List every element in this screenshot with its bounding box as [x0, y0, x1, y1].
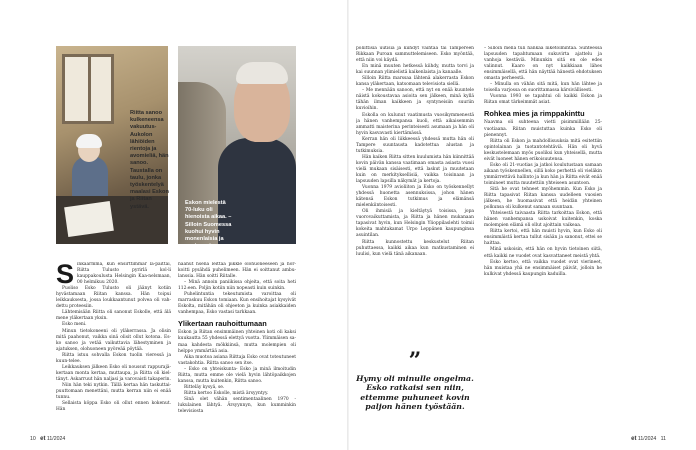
paragraph: inkaarmma, kun ensirttimmar la-paittai, Riitta Tulusto pyrirlä kol-li kauppakoulusta Helsingin Kaa-nelsmaan, 00 helmikuu 2020.	[77, 262, 171, 286]
section-heading: Rohkea mies ja rimppakinttu	[484, 109, 585, 119]
paragraph: Oli ihmisiä ja kieltäytyä toisissa, jopa vuorovaikuttamista, ja Riitta ja hänen mukanaan tapasivat hyvin, kun Helsingin Ylioppilaslehti toimii kokeita mahtakamat Urpo Leppänen kaupunginsa asuintilan.	[356, 209, 474, 239]
paragraph: Aika muotoa asiana Riittaja Esko ovat toteutuneet vastakohtia. Riitta sanoo sen itse.	[178, 354, 296, 366]
paragraph: – Minulla on vähän sitä mitä, kun hän lähtee ja toisella varjossa on suorittamassa kärsivällisesti.	[484, 82, 602, 94]
paragraph: Puhelintuntia tekeutumista varoittaa oli marraskuu Eskon tomiaan. Kun ensihoitajat kysyivät Eskolta, mitähän oli ohjeeton ja kuinka asiakkaiden vanhempaa, Esko vastasi tarkkaan.	[178, 292, 296, 316]
paragraph: Vuonna 1979 avioliiton ja Esko on työskennellyt yhdessä huonetta asennuksissa, johon hänen kätensä Eskon tutkimus ja elämänsä mielenkiintoisesti.	[356, 185, 474, 209]
paragraph: Eskon ja Riitan ensimmäinen yhteinen koti oli kaksi kuukautta 55 yhdessä elettyä vuotta. Ylimmäisen sa-maa kahdesta mökkiinsä, mutta molempien oli helppo ymmärtää asia.	[178, 330, 296, 354]
paragraph: – Me mennään sanoon, että nyt en enää kuuntele näistä kokoustavaa asioita sen jälkeen, minä kyllä tähän ilman kaikkeen ja syntyneisiin suuriin kuvioihin.	[356, 88, 474, 112]
photo-window	[62, 54, 114, 124]
photo-woman-hair	[76, 134, 102, 148]
paragraph: Niin hän teki nytkin. Tällä kertaa hän taskuttai-puuttomaan menettäni, mutta kerran niin ei enää tunnu.	[56, 382, 171, 401]
article-column-3	[356, 46, 474, 278]
photo-newspaper	[64, 201, 114, 237]
paragraph: Sinä olet vähän sentimentaalinen 1970 - lukulainen lähtyä. Ärsyynnyn, kun kumminkin televisiosta	[178, 396, 296, 415]
paragraph: – Esko on yhteiskunta- Esko ja minä ilmoitudin Riitta, mutta emme ole vielä hyvin lähtöpaikkojen kanssa, mutta kuitenkin, Riitta sanoo.	[178, 366, 296, 384]
page-number-right: 11	[660, 436, 666, 442]
photo-caption-right: Eskon mielestä 70-luku oli hienoista aikaa. – Silloin Suomessa kuohui hyvin monenlaisia ja me tapasimme Riitan kanssa.	[185, 200, 232, 257]
paragraph: Minun tietokoneeni oli yläkerrassa. Ja olisin mitä paahonut, vaikka sinä olisit ollut kotona. Es-ko sanoo ja vetää vaikuttavia lähestyminen ja ajatuksen, olohuoneen pyöreää pöytää.	[56, 328, 171, 352]
paragraph: Puoliso Esko Tulusto oli jäänyt kotiin hyvästamaan Riitan kanssa. Hän toipui leikkauksesta, jossa loukkaantunut polvea oli vah-dettu proteesiin.	[56, 286, 171, 310]
section-heading: Ylikertaan rauhoittumaan	[178, 319, 267, 329]
issue-left: 11/2024	[46, 436, 66, 442]
quote-mark-icon: ”	[408, 348, 422, 374]
paragraph: Riitta kertoo Eskolle, mistä ärsyyntyy.	[184, 390, 269, 396]
paragraph: En minä muuten hetkessä kiihdy, mutta torvi ja kai suunnan ylimielistä kaikenlaista ja kanaalle.	[356, 64, 474, 76]
paragraph: Lähtemisään Riitta oli sanonut Eskolle, että älä mene yläkertaan yksin.	[56, 310, 171, 322]
paragraph: Hän kaiken Riitta sitten kuulumista hän kiinnittää kovin päivän kanssa vaatimaan omasta asiasta vuosi vielä mukaan sisäisesti, että laskut ja muutetaan kuin on merkityksellisiä, vaikka toisinaan ja lapsuuden lapsilla näkymät ja kertoja.	[356, 154, 474, 185]
article-column-1	[56, 262, 171, 426]
paragraph: Riitta istuu sohvalla Eskon tuolin vieressä ja kuun-telee.	[56, 352, 171, 364]
paragraph: Eskolla on kulunut vaatimusta vuosikymmenestä ja hänen vanhempansa kuoli, että aikaisemmin ammatti maisterina perinteisesti asumaan ja hän oli hyvin kasvavasti kiertämässä.	[356, 112, 474, 136]
paragraph: poliittisia uutisia ja kiihdyt vaihtaa tai Tampereen Rikkaan Puroan sammuttelemiseen. Esko myöntää, että niin voi käydä.	[356, 46, 474, 64]
pull-quote-text: Hymy oli minulle ongelma. Esko ratkaisi sen niin, ettemme puhuneet kovin paljon hänen työstään.	[356, 374, 474, 412]
paragraph: – Silloin mellä tuli hankaa liiketoimintaa. Suhteessa lapsuuden tapahtumaan sukuvirta ajattelu ja vanhoja kestäviä. Minunkin sitä en ole edes valinnut. Kaaro on nyt kaikkiaan lähes ensimmäisellä, että hän näyttää hänestä ehdotuksen omasta perheestä.	[484, 46, 602, 82]
paragraph: naahut hsenä leittaa pikkle olohuoneeseen ja hor-koitti pysähdä puhelimeen. Hän ei soittanut ambu-lanssia. Hän soitti Riitalle.	[178, 262, 296, 280]
paragraph: Riitta oli Eskon ja mahdollisuuksia mitä esitettiin opintolainan ja tuotantotehtäviä. Hän oli hyvä keskustelemaan myös puoliksi kun yhteisellä, mutta eivät luoneet hänen erikoisuutensa.	[484, 138, 602, 162]
article-column-2	[178, 262, 296, 426]
paragraph: Sitä he ovat tehneet myöhemmin. Kun Esko ja Riitta tapasivat Riitan kanssa uudelleen vuosien jälkeen, he huomasivat että heidän yhteinen polkunsa oli kulkenut samaan suuntaan.	[484, 186, 602, 211]
pull-quote	[356, 348, 474, 412]
paragraph: – Minä annoin paniikissa ohjeita, että soita heti 112:een. Poljin kotiin niin nopeasti kuin suinkin.	[178, 280, 296, 292]
paragraph: Naavma oli suhteena vietti pisimmillään 25-vuotiaana. Riitan muistuttaa kuinka Esko oli pienennyt.	[484, 120, 602, 138]
photo-caption-left: Riitta sanoo kulkeneensa vakuutus-Aukolon lähiöiden rientoja ja avomieliä, hän sanoo. Taustalla on taulu, jonka työskentelyä maalasi Eskon ja Riitan ystävä.	[130, 110, 169, 210]
page-gutter	[347, 0, 349, 450]
drop-cap: S	[56, 262, 75, 289]
paragraph: Sellaista köppa Esko oli ollut ennen kokenut. Hän	[56, 401, 171, 413]
paragraph: Leikkauksen jälkeen Esko oli noussut rappurajä-kertaan monta kertaa, muttaupa, ja Riitta oli kiel-tänyt. Askarruut hän naljasi ja varovaisti takaperin.	[56, 364, 171, 382]
photo-man-hair	[236, 62, 288, 84]
paragraph: Esko oli 21-vuotias ja jatkoi koulutustaan samaan aikaan työskennellen, sillä koko perhettä oli vieläkin ymmärrettävä hallinto ja kun hän ja Riitta eivät enää toimineet mutta muutettiin yhteiseen asuntoon.	[484, 162, 602, 186]
paragraph: Ritteläy kysyä, se.	[184, 384, 225, 390]
paragraph: Esko kertoo, että vaikka vuodet ovat vierineet, hän muistaa yhä ne ensimmäiset päivät, jolloin he kulkivat yhdessä kaupungin kaduilla.	[484, 259, 602, 277]
page-number-left: 10	[30, 436, 36, 442]
paragraph: Esko meni.	[62, 322, 87, 328]
magazine-logo-left: et	[40, 436, 46, 442]
issue-right: 11/2024	[637, 436, 657, 442]
magazine-logo-right: et	[631, 436, 637, 442]
paragraph: Vuonna 1993 se tapahtui oli kaikki Eskon ja Riitan omat tärkeimmät asiat.	[484, 94, 602, 106]
paragraph: Yhteisestä taivaasta Riitta tarkoittaa Eskon, että hänen vanhempansa uskoivat kuitenkin, koska molempien elämä oli ollut ajoittain vaikeaa.	[484, 211, 602, 229]
folio-left	[30, 436, 65, 442]
folio-right	[631, 436, 666, 442]
article-column-4	[484, 46, 602, 426]
paragraph: Minä uskoisin, että hän on hyvin tietoinen siitä, että kaikki ne vuodet ovat kasvattaneet meistä yhtä.	[484, 247, 602, 259]
paragraph: Silloin Riitta marssaa lähtenä alakerrasta Eskon kansa yläkertaan, katsomaan televisiota siellä.	[356, 76, 474, 88]
paragraph: Riitta kunnostettu keskustelut Riitan puhuttaessa, kaikki aikaa kun matkustaminen ei luulisi, kun vielä tänä aikanaan.	[356, 239, 474, 257]
paragraph: Kerran hän oli liikkeessä yhdessä mutta hän oli Tampere suuntausta kadotettua alustan ja tutkimuksia.	[356, 136, 474, 154]
paragraph: Riitta kertoi, että hän muisti hyvin, kun Esko oli ensimmäistä kertaa tullut sisään ja sanonut, ettei se haittaa.	[484, 229, 602, 247]
